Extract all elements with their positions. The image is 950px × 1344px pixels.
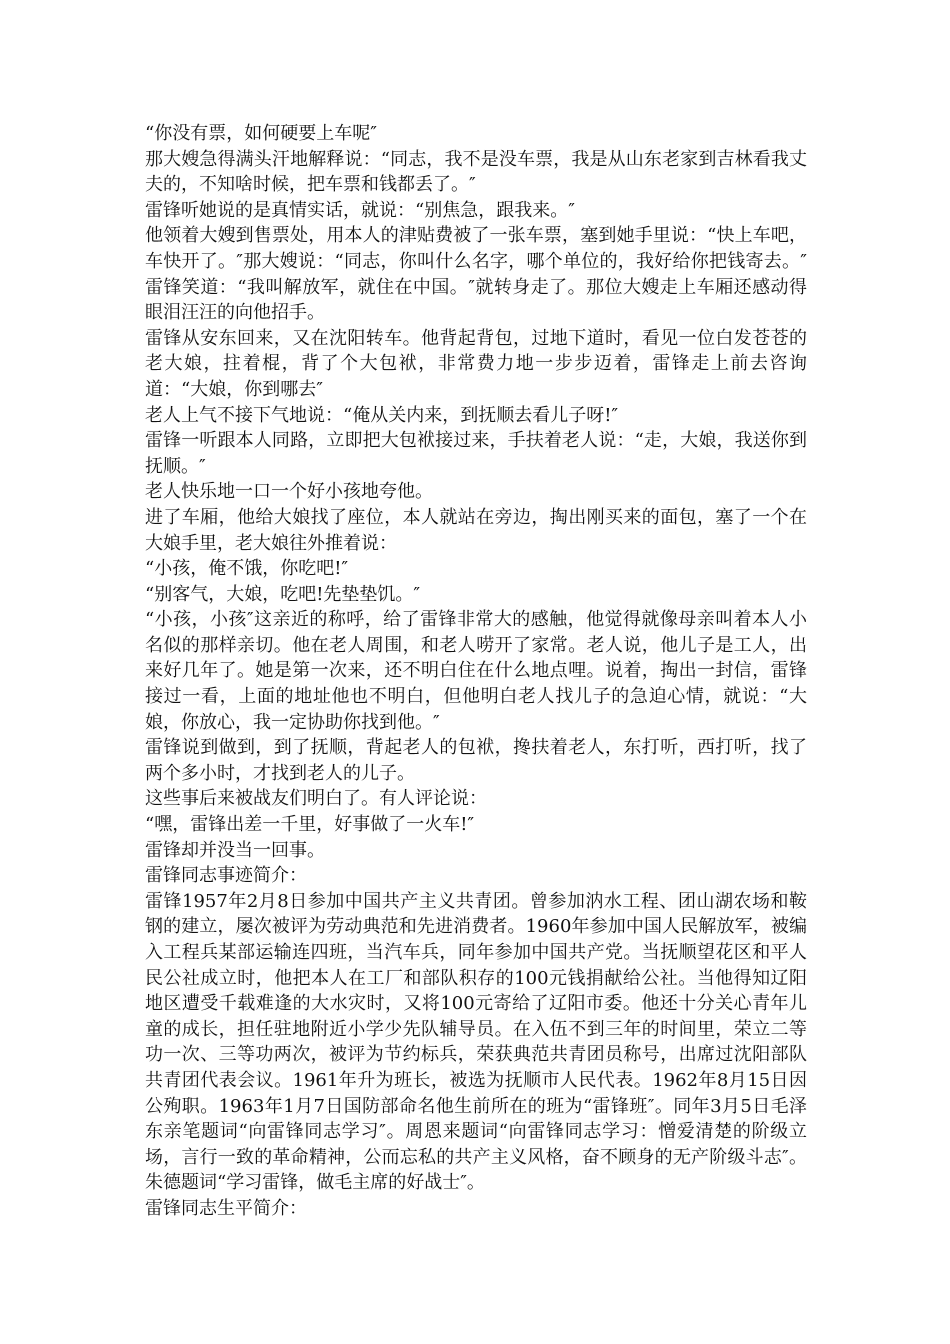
section-heading-biography: 雷锋同志生平简介：: [145, 1197, 307, 1219]
section-heading-deeds: 雷锋同志事迹简介：: [145, 865, 307, 887]
paragraph-old-lady: 雷锋从安东回来，又在沈阳转车。他背起背包，过地下道时，看见一位白发苍苍的老大娘，拄着棍，背了个大包袱，非常费力地一步步迈着，雷锋走上前去咨询道：“大娘，你到哪去″: [145, 327, 807, 400]
paragraph-found-son: 雷锋说到做到，到了抚顺，背起老人的包袱，搀扶着老人，东打听，西打听，找了两个多小时，才找到老人的儿子。: [145, 737, 807, 784]
paragraph-comrades-know: 这些事后来被战友们明白了。有人评论说：: [145, 788, 487, 810]
paragraph-buys-ticket: 他领着大嫂到售票处，用本人的津贴费被了一张车票，塞到她手里说：“快上车吧，车快开了。″那大嫂说：“同志，你叫什么名字，哪个单位的，我好给你把钱寄去。″雷锋笑道：“我叫解放军，就住在中国。″就转身走了。那位大嫂走上车厢还感动得眼泪汪汪的向他招手。: [145, 225, 807, 324]
paragraph-same-road: 雷锋一听跟本人同路，立即把大包袱接过来，手扶着老人说：“走，大娘，我送你到抚顺。″: [145, 430, 807, 477]
paragraph-sister-explains: 那大嫂急得满头汗地解释说：“同志，我不是没车票，我是从山东老家到吉林看我丈夫的，不知啥时候，把车票和钱都丢了。″: [145, 148, 807, 196]
paragraph-praise: 老人快乐地一口一个好小孩地夸他。: [145, 481, 433, 503]
paragraph-bread: 进了车厢，他给大娘找了座位，本人就站在旁边，掏出刚买来的面包，塞了一个在大娘手里，老大娘往外推着说：: [145, 506, 807, 554]
paragraph-not-hungry: “小孩，俺不饿，你吃吧!″: [145, 558, 349, 580]
document-page: [145, 121, 807, 1222]
paragraph-dont-be-polite: “别客气，大娘，吃吧!先垫垫饥。″: [145, 583, 421, 605]
paragraph-no-big-deal: 雷锋却并没当一回事。: [145, 839, 325, 861]
paragraph-leifeng-come-with-me: 雷锋听她说的是真情实话，就说：“别焦急，跟我来。″: [145, 199, 575, 221]
paragraph-good-deeds-train: “嘿，雷锋出差一千里，好事做了一火车!″: [145, 814, 475, 836]
paragraph-old-lady-reply: 老人上气不接下气地说：“俺从关内来，到抚顺去看儿子呀!″: [145, 404, 619, 426]
paragraph-deeds-summary: 雷锋1957年2月8日参加中国共产主义共青团。曾参加汭水工程、团山湖农场和鞍钢的建立，屡次被评为劳动典范和先进消费者。1960年参加中国人民解放军，被编入工程兵某部运输连四班，当汽车兵，同年参加中国共产党。当抚顺望花区和平人民公社成立时，他把本人在工厂和部队积存的100元钱捐献给公社。当他得知辽阳地区遭受千载难逢的大水灾时，又将100元寄给了辽阳市委。他还十分关心青年儿童的成长，担任驻地附近小学少先队辅导员。在入伍不到三年的时间里，荣立二等功一次、三等功两次，被评为节约标兵，荣获典范共青团员称号，出席过沈阳部队共青团代表会议。1961年升为班长，被选为抚顺市人民代表。1962年8月15日因公殉职。1963年1月7日国防部命名他生前所在的班为“雷锋班″。同年3月5日毛泽东亲笔题词“向雷锋同志学习″。周恩来题词“向雷锋同志学习：憎爱清楚的阶级立场，言行一致的革命精神，公而忘私的共产主义风格，奋不顾身的无产阶级斗志″。朱德题词“学习雷锋，做毛主席的好战士″。: [145, 890, 807, 1194]
paragraph-child-called: “小孩，小孩″这亲近的称呼，给了雷锋非常大的感触，他觉得就像母亲叫着本人小名似的那样亲切。他在老人周围，和老人唠开了家常。老人说，他儿子是工人，出来好几年了。她是第一次来，还不明白住在什么地点哩。说着，掏出一封信，雷锋接过一看，上面的地址他也不明白，但他明白老人找儿子的急迫心情，就说：“大娘，你放心，我一定协助你找到他。″: [145, 609, 807, 733]
paragraph-no-ticket-question: “你没有票，如何硬要上车呢″: [145, 123, 377, 144]
